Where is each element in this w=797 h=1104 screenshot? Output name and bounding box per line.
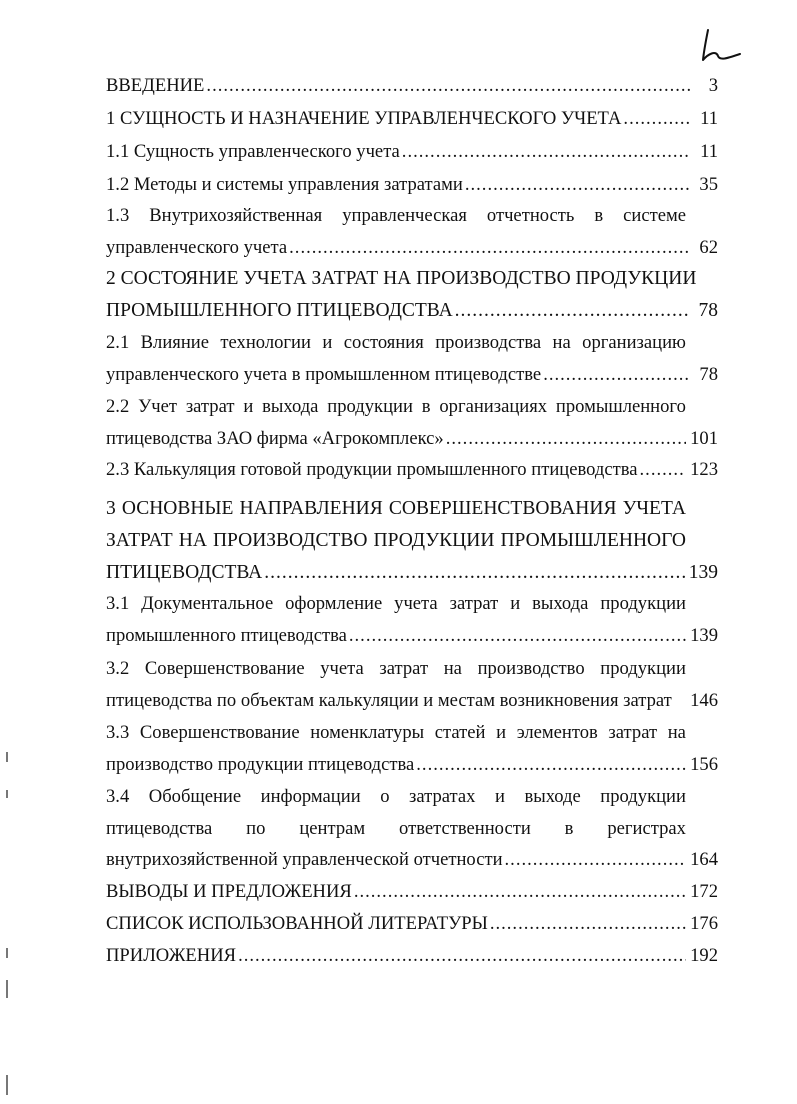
toc-entry-page: 3 — [708, 75, 718, 96]
toc-entry-title: 1.1 Сущность управленческого учета — [106, 141, 400, 162]
toc-entry-page: 164 — [690, 849, 718, 870]
toc-entry — [106, 425, 718, 453]
toc-entry — [106, 456, 718, 484]
toc-entry — [106, 559, 718, 587]
toc-entry-title: птицеводства ЗАО фирма «Агрокомплекс» — [106, 428, 444, 449]
dot-leader — [640, 456, 687, 484]
toc-entry — [106, 361, 718, 389]
toc-entry-page: 123 — [690, 459, 718, 480]
toc-entry-line2: ЗАТРАТ НА ПРОИЗВОДСТВО ПРОДУКЦИИ ПРОМЫШЛЕННОГО — [106, 530, 686, 551]
toc-entry — [106, 846, 718, 874]
toc-entry-page: 146 — [690, 690, 718, 711]
toc-entry-title: 2.3 Калькуляция готовой продукции промышленного птицеводства — [106, 459, 638, 480]
margin-mark — [6, 948, 8, 958]
toc-entry-page: 11 — [700, 108, 718, 129]
toc-entry — [106, 942, 718, 970]
toc-entry-line1: 3.3 Совершенствование номенклатуры статей и элементов затрат на — [106, 722, 686, 743]
toc-entry-title: управленческого учета в промышленном птицеводстве — [106, 364, 542, 385]
toc-entry-page: 176 — [690, 913, 718, 934]
toc-entry-line1: 3.1 Документальное оформление учета затрат и выхода продукции — [106, 593, 686, 614]
toc-entry-title: СПИСОК ИСПОЛЬЗОВАННОЙ ЛИТЕРАТУРЫ — [106, 913, 488, 934]
toc-entry-page: 78 — [698, 300, 718, 321]
toc-entry — [106, 622, 718, 650]
toc-entry-page: 78 — [699, 364, 718, 385]
handwritten-mark-icon — [694, 26, 744, 66]
toc-entry — [106, 297, 718, 325]
toc-entry — [106, 72, 718, 100]
toc-entry-title: 1.2 Методы и системы управления затратами — [106, 174, 463, 195]
toc-entry-line1: 3.4 Обобщение информации о затратах и выходе продукции — [106, 786, 686, 807]
toc-entry-line1: 2 СОСТОЯНИЕ УЧЕТА ЗАТРАТ НА ПРОИЗВОДСТВО ПРОДУКЦИИ — [106, 268, 697, 289]
toc-entry-page: 192 — [690, 945, 718, 966]
dot-leader — [446, 425, 686, 453]
toc-entry-page: 139 — [688, 562, 718, 583]
dot-leader — [264, 559, 684, 587]
toc-entry-line1: 3 ОСНОВНЫЕ НАПРАВЛЕНИЯ СОВЕРШЕНСТВОВАНИЯ УЧЕТА — [106, 498, 686, 519]
toc-entry-title: внутрихозяйственной управленческой отчетности — [106, 849, 503, 870]
toc-entry — [106, 878, 718, 906]
toc-entry-title: ВЫВОДЫ И ПРЕДЛОЖЕНИЯ — [106, 881, 352, 902]
toc-entry-title: ПРИЛОЖЕНИЯ — [106, 945, 237, 966]
toc-entry-page: 11 — [700, 141, 718, 162]
margin-mark — [6, 752, 8, 762]
toc-entry-title: ВВЕДЕНИЕ — [106, 75, 205, 96]
toc-entry-page: 156 — [690, 754, 718, 775]
dot-leader — [465, 171, 690, 199]
toc-entry-page: 172 — [690, 881, 718, 902]
toc-entry-line1: 1.3 Внутрихозяйственная управленческая отчетность в системе — [106, 205, 686, 226]
toc-entry-line1: 3.2 Совершенствование учета затрат на производство продукции — [106, 658, 686, 679]
margin-mark — [6, 790, 8, 798]
dot-leader — [543, 361, 690, 389]
toc-entry-line1: 2.2 Учет затрат и выхода продукции в организациях промышленного — [106, 396, 686, 417]
dot-leader — [455, 297, 690, 325]
dot-leader — [354, 878, 686, 906]
toc-entry-page: 101 — [690, 428, 718, 449]
toc-entry — [106, 138, 718, 166]
dot-leader — [206, 72, 690, 100]
margin-mark — [6, 1075, 8, 1095]
toc-entry — [106, 910, 718, 938]
toc-entry-page: 35 — [699, 174, 718, 195]
toc-entry — [106, 751, 718, 779]
toc-entry — [106, 171, 718, 199]
margin-mark — [6, 980, 8, 998]
toc-entry-page: 62 — [699, 237, 718, 258]
toc-entry — [106, 234, 718, 262]
dot-leader — [349, 622, 686, 650]
toc-entry-page: 139 — [690, 625, 718, 646]
toc-entry — [106, 105, 718, 133]
toc-entry-title: ПРОМЫШЛЕННОГО ПТИЦЕВОДСТВА — [106, 300, 453, 321]
dot-leader — [289, 234, 690, 262]
toc-entry-title: производство продукции птицеводства — [106, 754, 415, 775]
dot-leader — [238, 942, 686, 970]
toc-entry-title: управленческого учета — [106, 237, 288, 258]
toc-entry-title: ПТИЦЕВОДСТВА — [106, 562, 263, 583]
toc-entry-title: птицеводства по объектам калькуляции и местам возникновения затрат — [106, 690, 672, 711]
dot-leader — [505, 846, 687, 874]
toc-entry — [106, 687, 718, 715]
dot-leader — [623, 105, 690, 133]
toc-entry-line1: 2.1 Влияние технологии и состояния производства на организацию — [106, 332, 686, 353]
toc-entry-title: 1 СУЩНОСТЬ И НАЗНАЧЕНИЕ УПРАВЛЕНЧЕСКОГО УЧЕТА — [106, 108, 622, 129]
dot-leader — [490, 910, 686, 938]
dot-leader — [402, 138, 690, 166]
toc-entry-title: промышленного птицеводства — [106, 625, 347, 646]
toc-entry-line2: птицеводства по центрам ответственности в регистрах — [106, 818, 686, 839]
dot-leader — [416, 751, 686, 779]
